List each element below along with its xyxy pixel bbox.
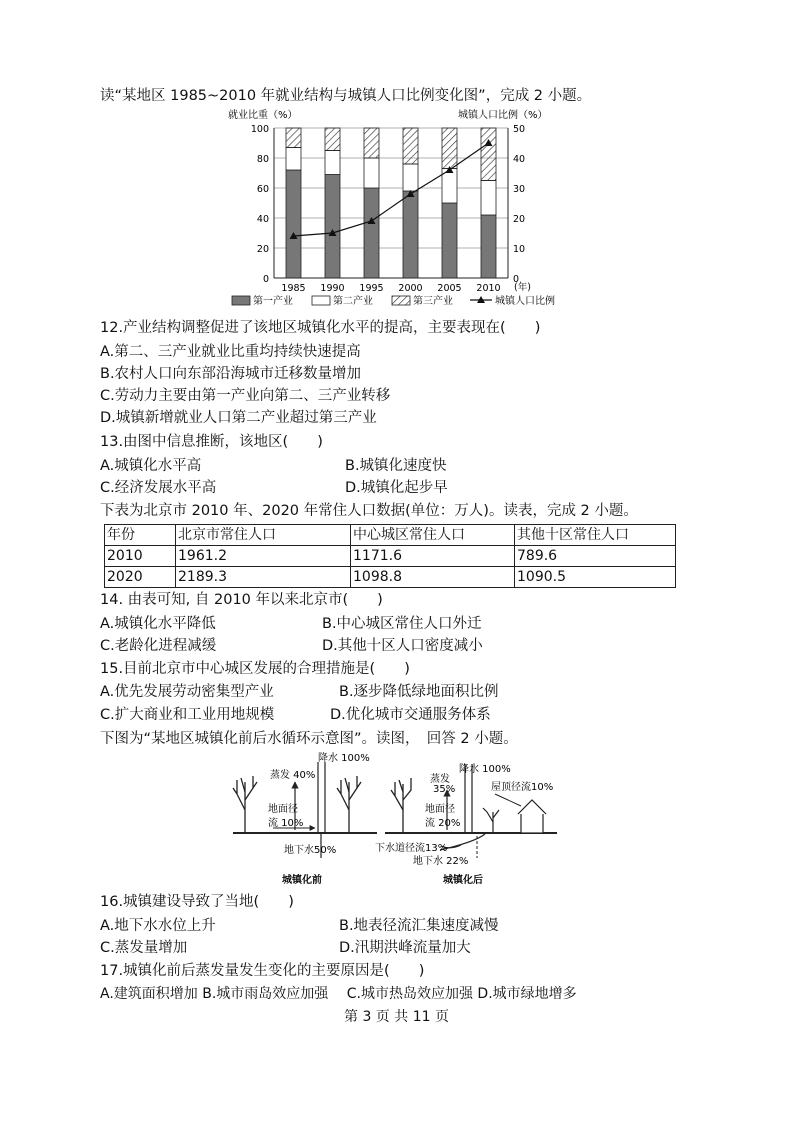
bar-segment-1 [481, 215, 496, 278]
bar-segment-3 [403, 128, 418, 164]
q13-option-d[interactable]: D.城镇化起步早 [345, 480, 448, 496]
q15-option-a[interactable]: A.优先发展劳动密集型产业 [100, 684, 274, 700]
bar-segment-3 [364, 128, 379, 158]
after-runoff-label-2: 流 20% [425, 818, 461, 829]
q16-option-d[interactable]: D.汛期洪峰流量加大 [339, 940, 471, 956]
table-header-cell: 北京市常住人口 [176, 525, 351, 546]
q12-option-d[interactable]: D.城镇新增就业人口第二产业超过第三产业 [100, 410, 377, 426]
employment-urbanization-chart [222, 106, 582, 316]
x-tick-label: 2010 [476, 283, 501, 294]
table-cell: 1090.5 [515, 567, 676, 588]
q12-option-c[interactable]: C.劳动力主要由第一产业向第二、三产业转移 [100, 388, 391, 404]
table-cell: 1098.8 [351, 567, 515, 588]
q14-stem: 14. 由表可知, 自 2010 年以来北京市( ) [100, 592, 383, 608]
q12-stem: 12.产业结构调整促进了该地区城镇化水平的提高，主要表现在( ) [100, 320, 541, 336]
legend-label: 城镇人口比例 [495, 296, 555, 307]
q14-option-d[interactable]: D.其他十区人口密度减小 [322, 638, 483, 654]
bar-segment-2 [325, 151, 340, 175]
table-cell: 789.6 [515, 546, 676, 567]
table-header-row [105, 525, 676, 546]
q15-option-b[interactable]: B.逐步降低绿地面积比例 [339, 684, 499, 700]
q17-options[interactable]: A.建筑面积增加 B.城市雨岛效应加强 C.城市热岛效应加强 D.城市绿地增多 [100, 986, 577, 1002]
q14-option-a[interactable]: A.城镇化水平降低 [100, 616, 216, 632]
legend-swatch [312, 296, 330, 305]
table-cell: 1961.2 [176, 546, 351, 567]
bar-segment-2 [286, 148, 301, 171]
x-tick-label: 1995 [359, 283, 384, 294]
water-cycle-diagram [225, 750, 585, 890]
legend-swatch [232, 296, 250, 305]
tree-icon [233, 776, 257, 833]
bar-segment-3 [286, 128, 301, 148]
q12-option-b[interactable]: B.农村人口向东部沿海城市迁移数量增加 [100, 366, 362, 382]
urban-ratio-line [294, 143, 489, 236]
before-urbanization-panel [233, 751, 377, 886]
q14-option-b[interactable]: B.中心城区常住人口外迁 [322, 616, 482, 632]
bar-segment-2 [403, 164, 418, 191]
y-right-tick-label: 40 [513, 154, 526, 165]
y-left-tick-label: 0 [262, 274, 269, 285]
bar-segment-3 [325, 128, 340, 151]
intro-diagram-question: 下图为“某地区城镇化前后水循环示意图”。读图， 回答 2 小题。 [100, 731, 518, 747]
q16-option-c[interactable]: C.蒸发量增加 [100, 940, 188, 956]
table-cell: 2189.3 [176, 567, 351, 588]
population-table [104, 524, 676, 588]
legend-label: 第三产业 [413, 296, 453, 307]
bar-segment-1 [286, 170, 301, 278]
roof-runoff-arrow [495, 794, 521, 806]
intro-chart-question: 读“某地区 1985~2010 年就业结构与城镇人口比例变化图”，完成 2 小题。 [100, 88, 592, 104]
after-urbanization-panel [375, 762, 557, 886]
x-tick-label: 2005 [437, 283, 462, 294]
q12-option-a[interactable]: A.第二、三产业就业比重均持续快速提高 [100, 344, 361, 360]
before-evap-label: 蒸发 40% [270, 770, 316, 781]
before-groundwater-label: 地下水50% [284, 845, 337, 856]
table-header-cell: 中心城区常住人口 [351, 525, 515, 546]
q16-stem: 16.城镇建设导致了当地( ) [100, 894, 294, 910]
q13-option-a[interactable]: A.城镇化水平高 [100, 458, 202, 474]
bar-segment-3 [481, 128, 496, 181]
after-sewer-label: 下水道径流13% [375, 843, 448, 854]
intro-table-question: 下表为北京市 2010 年、2020 年常住人口数据(单位：万人)。读表，完成 2 小题。 [100, 503, 638, 519]
before-rain-label: 降水 100% [318, 753, 370, 764]
table-row [105, 546, 676, 567]
legend-label: 第一产业 [253, 296, 293, 307]
bar-segment-3 [442, 128, 457, 169]
y-left-tick-label: 60 [256, 184, 269, 195]
x-axis-unit: (年) [514, 282, 531, 293]
y-left-axis-title: 就业比重（%） [228, 110, 298, 121]
table-cell: 2020 [105, 567, 176, 588]
x-tick-label: 1985 [281, 283, 306, 294]
after-caption: 城镇化后 [443, 875, 483, 886]
tree-icon [337, 776, 361, 833]
table-row [105, 567, 676, 588]
q15-option-c[interactable]: C.扩大商业和工业用地规模 [100, 707, 275, 723]
bar-segment-1 [325, 175, 340, 279]
before-runoff-label-1: 地面径 [268, 804, 298, 815]
after-groundwater-label: 地下水 22% [413, 856, 469, 867]
after-runoff-label-1: 地面径 [425, 804, 455, 815]
q15-option-d[interactable]: D.优化城市交通服务体系 [330, 707, 491, 723]
y-left-tick-label: 20 [256, 244, 269, 255]
q16-option-a[interactable]: A.地下水水位上升 [100, 918, 216, 934]
after-evap-label-2: 35% [433, 784, 456, 795]
q15-stem: 15.目前北京市中心城区发展的合理措施是( ) [100, 661, 410, 677]
q13-option-b[interactable]: B.城镇化速度快 [345, 458, 447, 474]
q13-option-c[interactable]: C.经济发展水平高 [100, 480, 217, 496]
y-right-tick-label: 50 [513, 124, 526, 135]
legend-swatch [392, 296, 410, 305]
bar-segment-1 [442, 203, 457, 278]
y-left-tick-label: 40 [256, 214, 269, 225]
q16-option-b[interactable]: B.地表径流汇集速度减慢 [339, 918, 499, 934]
tree-icon [391, 778, 411, 833]
y-right-tick-label: 30 [513, 184, 526, 195]
table-header-cell: 其他十区常住人口 [515, 525, 676, 546]
before-caption: 城镇化前 [282, 875, 322, 886]
y-right-tick-label: 0 [513, 274, 520, 285]
page-footer: 第 3 页 共 11 页 [344, 1009, 449, 1025]
after-evap-label-1: 蒸发 [430, 774, 450, 785]
y-right-axis-title: 城镇人口比例（%） [458, 110, 548, 121]
bar-segment-1 [403, 191, 418, 278]
bar-segment-2 [364, 158, 379, 188]
table-cell: 1171.6 [351, 546, 515, 567]
q14-option-c[interactable]: C.老龄化进程减缓 [100, 638, 217, 654]
house-icon [518, 800, 546, 833]
after-roof-label: 屋顶径流10% [491, 782, 554, 793]
q13-stem: 13.由图中信息推断，该地区( ) [100, 434, 323, 450]
x-tick-label: 2000 [398, 283, 423, 294]
x-tick-label: 1990 [320, 283, 345, 294]
table-cell: 2010 [105, 546, 176, 567]
legend-label: 第二产业 [333, 296, 373, 307]
bar-segment-2 [481, 181, 496, 216]
y-right-tick-label: 20 [513, 214, 526, 225]
y-left-tick-label: 80 [256, 154, 269, 165]
q17-stem: 17.城镇化前后蒸发量发生变化的主要原因是( ) [100, 963, 425, 979]
small-tree-icon [483, 808, 499, 833]
before-runoff-label-2: 流 10% [268, 818, 304, 829]
after-rain-label: 降水 100% [459, 764, 511, 775]
y-right-tick-label: 10 [513, 244, 526, 255]
table-header-cell: 年份 [105, 525, 176, 546]
bar-segment-1 [364, 188, 379, 278]
y-left-tick-label: 100 [250, 124, 269, 135]
